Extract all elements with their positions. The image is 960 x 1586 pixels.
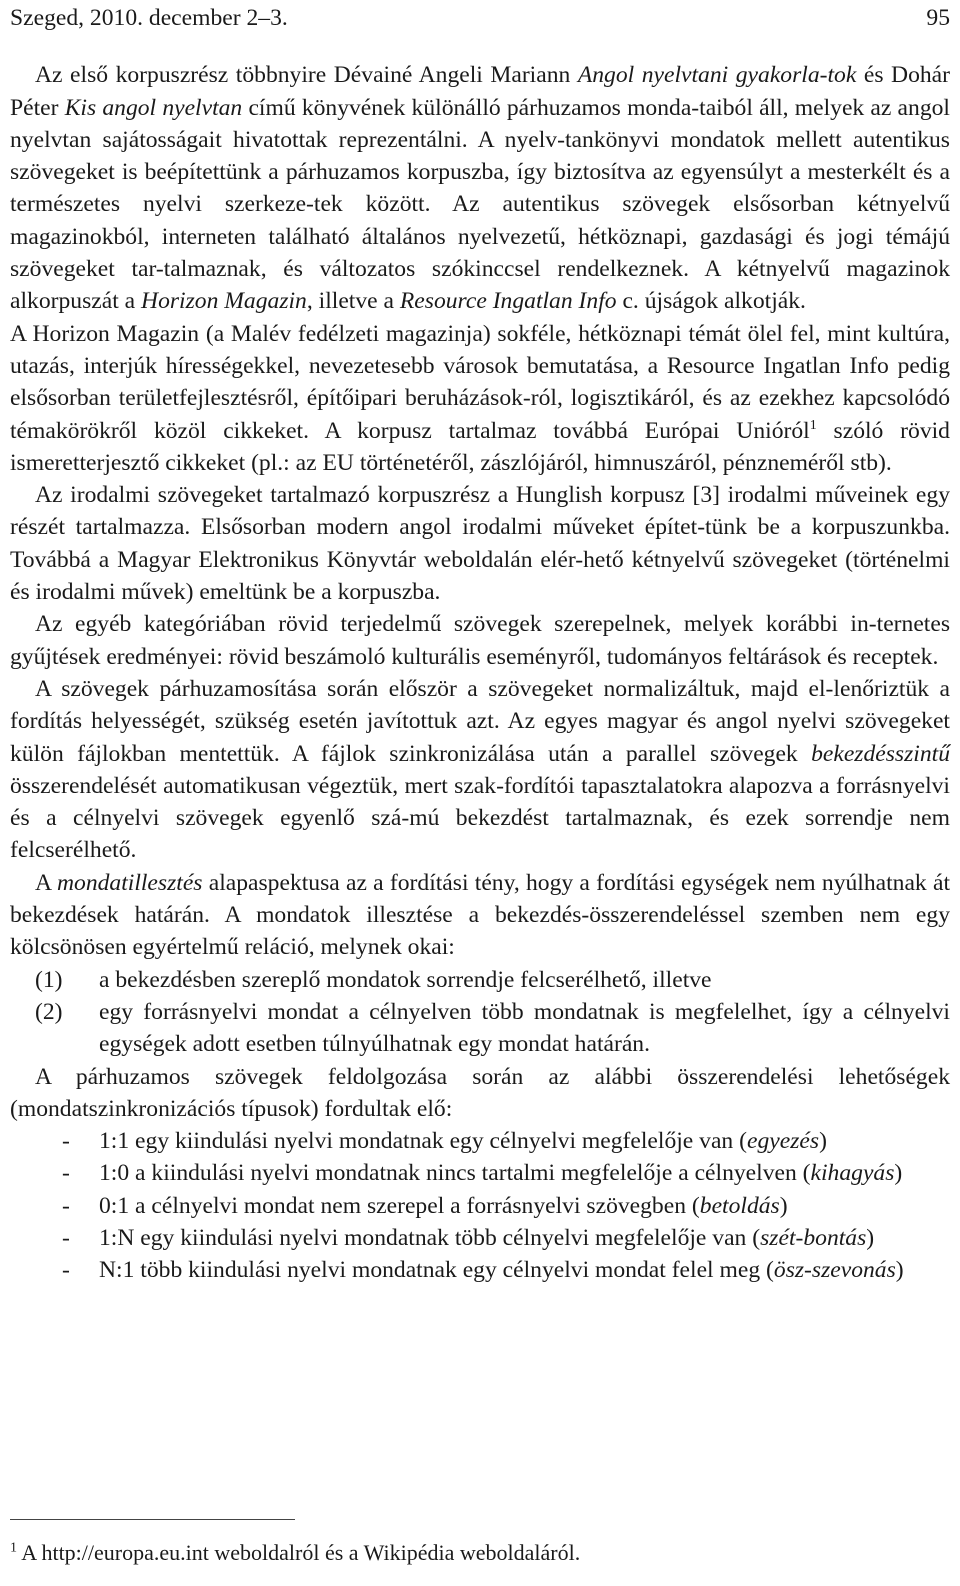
list-number: (1)	[35, 966, 63, 993]
list-item-text	[99, 1125, 950, 1157]
paragraph-literary-corpus: Az irodalmi szövegeket tartalmazó korpuszrész a Hunglish korpusz [3] irodalmi műveinek egy részét tartalmazza. Elsősorban modern angol irodalmi műveket építet-tünk be a korpuszunkba. Továbbá a Magyar Elektronikus Könyvtár weboldalán elér-hető kétnyelvű szövegeket (történelmi és irodalmi művek) emeltünk be a korpuszba.	[10, 482, 950, 606]
paragraph-alignment	[10, 673, 950, 867]
list-item-text	[99, 1157, 950, 1189]
text-run: )	[779, 1192, 788, 1219]
text-run: A	[35, 869, 57, 896]
footnote-reference: 1	[809, 417, 817, 433]
text-run: című könyvének különálló párhuzamos monda-taiból áll, melyek az angol nyelvtan sajátosságait hivatottak reprezentálni. A nyelv-tankönyvi mondatok mellett autentikus szövegeket is beépítettünk a párhuzamos korpuszba, így biztosítva az egyensúlyt a mesterkélt és a természetes nyelvi szerkeze-tek között. Az autentikus szövegek elsősorban kétnyelvű magazinokból, interneten található általános nyelvezetű, hétköznapi, gazdasági és jogi témájú szövegeket tar-talmaznak, és változatos szókinccsel rendelkeznek. A kétnyelvű magazinok alkorpuszát a	[10, 94, 950, 315]
text-run: 1:0 a kiindulási nyelvi mondatnak nincs tartalmi megfelelője a célnyelven (	[99, 1160, 811, 1187]
list-item	[10, 1190, 950, 1222]
list-number: (2)	[35, 998, 63, 1025]
list-dash: -	[62, 1160, 70, 1187]
text-run: )	[894, 1160, 903, 1187]
footnote-marker: 1	[10, 1540, 17, 1556]
footnote	[10, 1538, 950, 1568]
list-item-text	[99, 1190, 950, 1222]
text-run: A Horizon Magazin (a Malév fedélzeti magazinja) sokféle, hétköznapi témát ölel fel, mint kultúra, utazás, interjúk hírességekkel, nevezetesebb városok bemutatása, a Resource Ingatlan Info pedig elsősorban területfejlesztésről, építőipari beruházások-ról, logisztikáról, és az ezekhez kapcsolódó témakörökről közöl cikkeket. A korpusz tartalmaz továbbá Európai Unióról	[10, 320, 950, 444]
text-run: 1:1 egy kiindulási nyelvi mondatnak egy célnyelvi megfelelője van (	[99, 1128, 747, 1155]
numbered-list	[10, 964, 950, 1061]
book-title: Angol nyelvtani gyakorla-tok	[577, 62, 857, 89]
sync-type-term: szét-bontás	[760, 1224, 867, 1251]
footnote-divider	[10, 1519, 295, 1520]
list-item-text: a bekezdésben szereplő mondatok sorrendje felcserélhető, illetve	[99, 966, 712, 993]
text-run: Az első korpuszrész többnyire Dévainé Angeli Mariann	[35, 62, 578, 89]
header-conference-date: Szeged, 2010. december 2–3.	[10, 5, 288, 31]
list-item	[10, 996, 950, 1061]
text-run: 0:1 a célnyelvi mondat nem szerepel a forrásnyelvi szövegben (	[99, 1192, 700, 1219]
list-item	[10, 1254, 950, 1286]
text-run: )	[895, 1257, 904, 1284]
page-number: 95	[926, 5, 950, 31]
paragraph-corpus-intro	[10, 59, 950, 317]
book-title: Kis angol nyelvtan	[64, 94, 243, 121]
sync-type-term: kihagyás	[810, 1160, 895, 1187]
list-item-text	[99, 1254, 950, 1286]
list-item	[10, 1157, 950, 1189]
list-item	[10, 964, 950, 996]
paragraph-sync-types: A párhuzamos szövegek feldolgozása során az alábbi összerendelési lehetőségek (mondatszinkronizációs típusok) fordultak elő:	[10, 1063, 950, 1122]
text-run: összerendelését automatikusan végeztük, mert szak-fordítói tapasztalatokra alapozva a forrásnyelvi és a célnyelvi szövegek egyenlő szá-mú bekezdést tartalmaznak, és ezek sorrendje nem felcserélhető.	[10, 772, 950, 864]
text-run: c. újságok alkotják.	[616, 288, 806, 315]
text-run: A szövegek párhuzamosítása során először a szövegeket normalizáltuk, majd el-lenőriztük a fordítás helyességét, szükség esetén javítottuk azt. Az egyes magyar és angol nyelvi szövegeket külön fájlokban mentettük. A fájlok szinkronizálása után a parallel szövegek	[10, 675, 950, 767]
emphasis-term: bekezdésszintű	[811, 740, 950, 767]
list-dash: -	[62, 1257, 70, 1284]
list-item-text: egy forrásnyelvi mondat a célnyelven több mondatnak is megfelelhet, így a célnyelvi egységek adott esetben túlnyúlhatnak egy mondat határán.	[99, 998, 950, 1058]
footnote-text: A http://europa.eu.int weboldalról és a Wikipédia weboldaláról.	[17, 1540, 581, 1565]
list-item	[10, 1222, 950, 1254]
text-run: 1:N egy kiindulási nyelvi mondatnak több célnyelvi megfelelője van (	[99, 1224, 761, 1251]
sync-type-term: betoldás	[699, 1192, 780, 1219]
text-run: alapaspektusa az a fordítási tény, hogy a fordítási egységek nem nyúlhatnak át bekezdések határán. A mondatok illesztése a bekezdés-összerendeléssel szemben nem egy kölcsönösen egyértelmű reláció, melynek okai:	[10, 869, 950, 961]
magazine-title: Horizon Magazin	[141, 288, 307, 315]
list-item-text	[99, 1222, 950, 1254]
list-dash: -	[62, 1128, 70, 1155]
magazine-title: Resource Ingatlan Info	[399, 288, 617, 315]
list-item	[10, 1125, 950, 1157]
text-run: )	[866, 1224, 875, 1251]
paragraph-other-category: Az egyéb kategóriában rövid terjedelmű szövegek szerepelnek, melyek korábbi in-ternetes gyűjtések eredményei: rövid beszámoló kulturális eseményről, tudományos feltárások és receptek.	[10, 611, 950, 670]
text-run: , illetve a	[306, 288, 400, 315]
list-dash: -	[62, 1192, 70, 1219]
sync-type-term: ösz-szevonás	[773, 1257, 896, 1284]
running-header	[10, 2, 950, 34]
text-run: szóló rövid ismeretterjesztő cikkeket (pl.: az EU történetéről, zászlójáról, himnuszáról, pénzneméről stb).	[10, 417, 950, 476]
paragraph-sentence-alignment	[10, 867, 950, 964]
sync-type-term: egyezés	[747, 1128, 820, 1155]
text-run: és Dohár Péter	[10, 62, 951, 121]
list-dash: -	[62, 1224, 70, 1251]
paragraph-horizon-magazin	[10, 318, 950, 479]
text-run: N:1 több kiindulási nyelvi mondatnak egy célnyelvi mondat felel meg (	[99, 1257, 774, 1284]
text-run: )	[819, 1128, 827, 1155]
sync-type-list	[10, 1125, 950, 1286]
emphasis-term: mondatillesztés	[56, 869, 203, 896]
